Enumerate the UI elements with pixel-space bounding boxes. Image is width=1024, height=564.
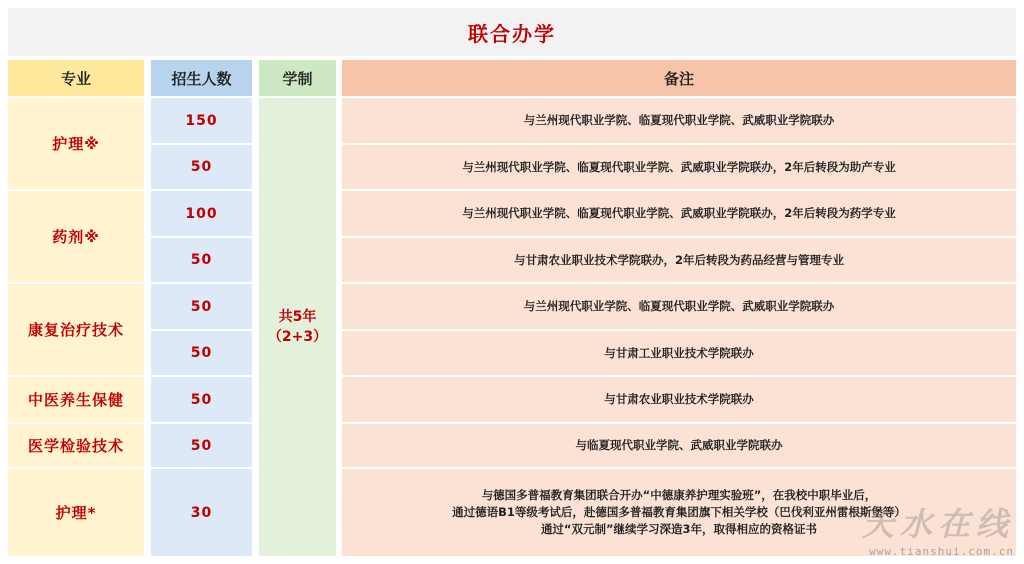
note-cell: 与兰州现代职业学院、临夏现代职业学院、武威职业学院联办，2年后转段为药学专业 xyxy=(342,191,1016,236)
count-cell: 50 xyxy=(151,145,252,189)
count-cell: 50 xyxy=(151,424,252,467)
duration-years: 共5年 xyxy=(278,309,317,325)
count-cell: 50 xyxy=(151,238,252,282)
major-cell: 护理* xyxy=(8,469,144,556)
watermark-url: www.tianshui.com.cn xyxy=(869,545,1014,558)
note-cell: 与兰州现代职业学院、临夏现代职业学院、武威职业学院联办 xyxy=(342,284,1016,329)
count-cell: 150 xyxy=(151,98,252,143)
note-cell: 与兰州现代职业学院、临夏现代职业学院、武威职业学院联办，2年后转段为助产专业 xyxy=(342,145,1016,189)
count-cell: 100 xyxy=(151,191,252,236)
watermark-logo: 天水在线 xyxy=(861,505,1014,543)
major-cell: 药剂※ xyxy=(8,191,144,282)
major-cell: 医学检验技术 xyxy=(8,424,144,467)
major-cell: 护理※ xyxy=(8,98,144,189)
note-cell: 与临夏现代职业学院、武威职业学院联办 xyxy=(342,424,1016,467)
header-major: 专业 xyxy=(8,60,144,96)
header-count: 招生人数 xyxy=(151,60,252,96)
note-cell: 与甘肃农业职业技术学院联办，2年后转段为药品经营与管理专业 xyxy=(342,238,1016,282)
duration-split: （2+3） xyxy=(267,329,328,345)
major-cell: 康复治疗技术 xyxy=(8,284,144,375)
page-title: 联合办学 xyxy=(468,21,556,46)
note-line: 与德国多普福教育集团联合开办“中德康养护理实验班”，在我校中职毕业后， xyxy=(481,488,877,502)
note-cell: 与甘肃工业职业技术学院联办 xyxy=(342,331,1016,375)
note-line: 通过“双元制”继续学习深造3年，取得相应的资格证书 xyxy=(540,522,818,536)
note-line: 通过德语B1等级考试后，赴德国多普福教育集团旗下相关学校（巴伐利亚州雷根斯堡等） xyxy=(452,505,906,519)
header-notes: 备注 xyxy=(342,60,1016,96)
count-cell: 30 xyxy=(151,469,252,556)
header-duration: 学制 xyxy=(259,60,336,96)
note-cell: 与兰州现代职业学院、临夏现代职业学院、武威职业学院联办 xyxy=(342,98,1016,143)
note-cell: 与甘肃农业职业技术学院联办 xyxy=(342,377,1016,422)
count-cell: 50 xyxy=(151,284,252,329)
count-cell: 50 xyxy=(151,331,252,375)
note-cell-multiline xyxy=(342,469,1016,556)
count-cell: 50 xyxy=(151,377,252,422)
duration-cell xyxy=(259,98,336,556)
major-cell: 中医养生保健 xyxy=(8,377,144,422)
title-bar xyxy=(8,8,1016,56)
